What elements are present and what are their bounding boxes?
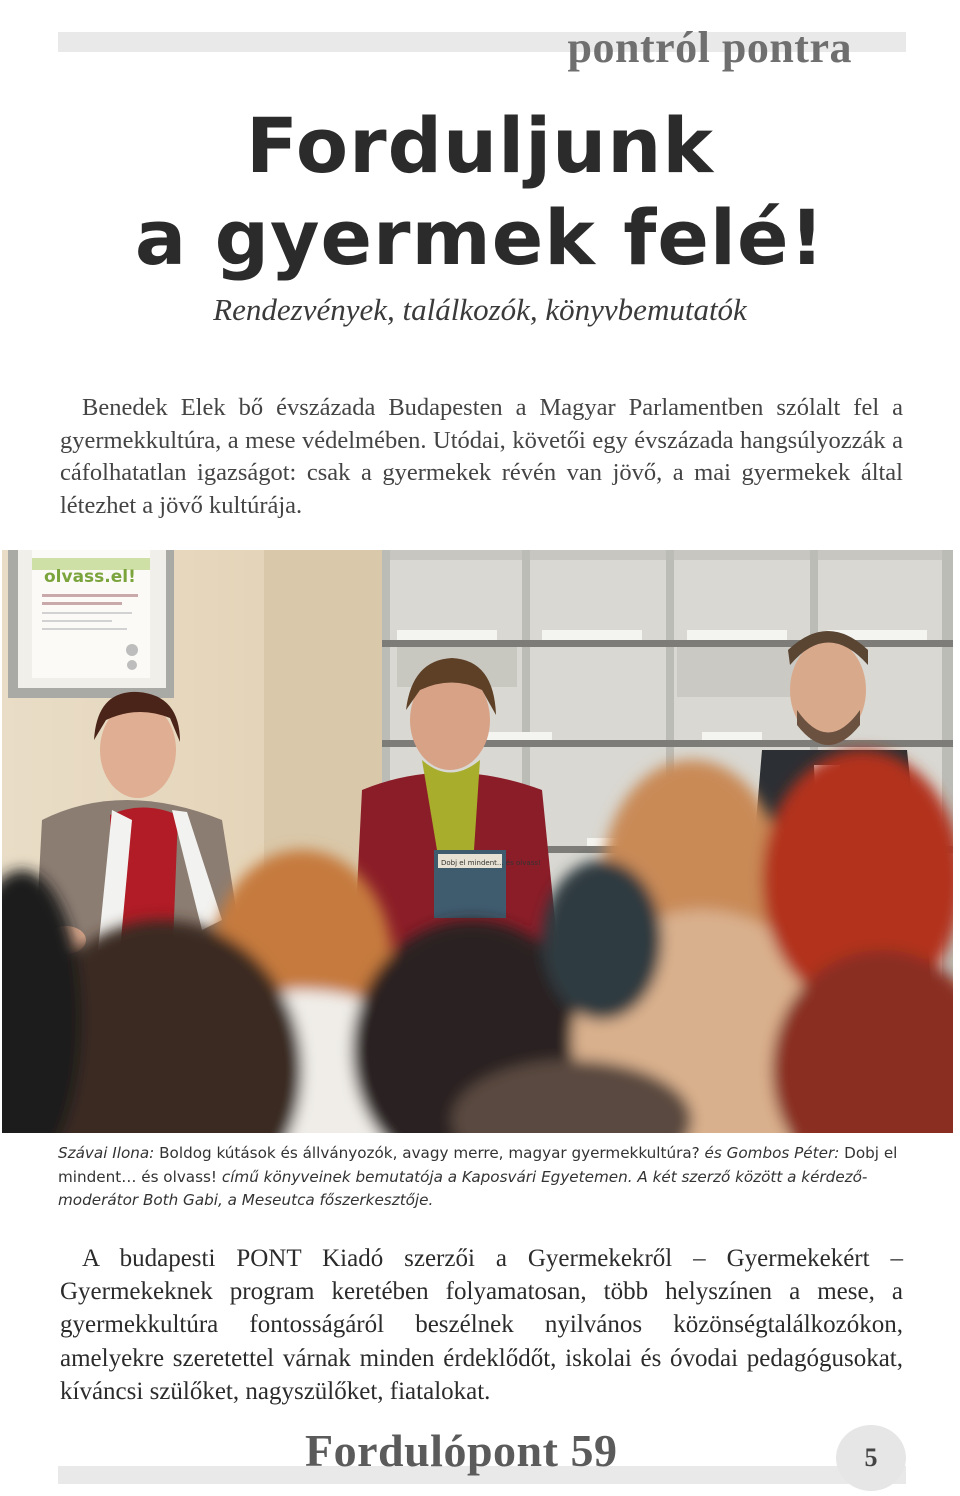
lead-paragraph: Benedek Elek bő évszázada Budapesten a Magyar Parlamentben szólalt fel a gyermekkultúra, a mese védelmében. Utódai, követői egy évszázada hangsúlyozzák a cáfolhatatlan igazságot: csak a gyermekek révén van jövő, a mai gyermekek által létezhet a jövő kultúrája.	[60, 394, 903, 519]
title-line-1: Forduljunk	[246, 101, 714, 190]
section-label: pontról pontra	[567, 23, 852, 72]
event-photo	[2, 550, 953, 1133]
title-line-2: a gyermek felé!	[134, 193, 826, 282]
article-subtitle: Rendezvények, találkozók, könyvbemutatók	[213, 292, 747, 327]
caption-book-1: Boldog kútások és állványozók, avagy merre, magyar gyermekkultúra?	[159, 1144, 700, 1162]
caption-author-1: Szávai Ilona:	[58, 1144, 160, 1162]
caption-author-2: és Gombos Péter:	[699, 1144, 845, 1162]
poster-title: olvass.el!	[44, 567, 136, 587]
caption-book-2: Dobj el mindent… és olvass!	[58, 1144, 898, 1186]
header-bar	[58, 23, 906, 72]
page-number: 5	[864, 1443, 878, 1472]
magazine-title: Fordulópont 59	[305, 1425, 618, 1476]
photo-caption	[58, 1142, 903, 1213]
body-paragraph: A budapesti PONT Kiadó szerzői a Gyermekekről – Gyermekekért – Gyermekeknek program keretében folyamatosan, több helyszínen a mese, a gyermekkultúra fontosságáról beszélnek nyilvános közönségtalálkozókon, amelyekre szeretettel várnak minden érdeklődőt, iskolai és óvodai pedagógusokat, kíváncsi szülőket, nagyszülőket, fiatalokat.	[60, 1245, 903, 1405]
book-title: Dobj el mindent... és olvass!	[441, 859, 541, 867]
article-title	[0, 100, 960, 284]
caption-description: című könyveinek bemutatója a Kaposvári Egyetemen. A két szerző között a kérdező-moderátor Both Gabi, a Meseutca főszerkesztője.	[58, 1167, 868, 1209]
